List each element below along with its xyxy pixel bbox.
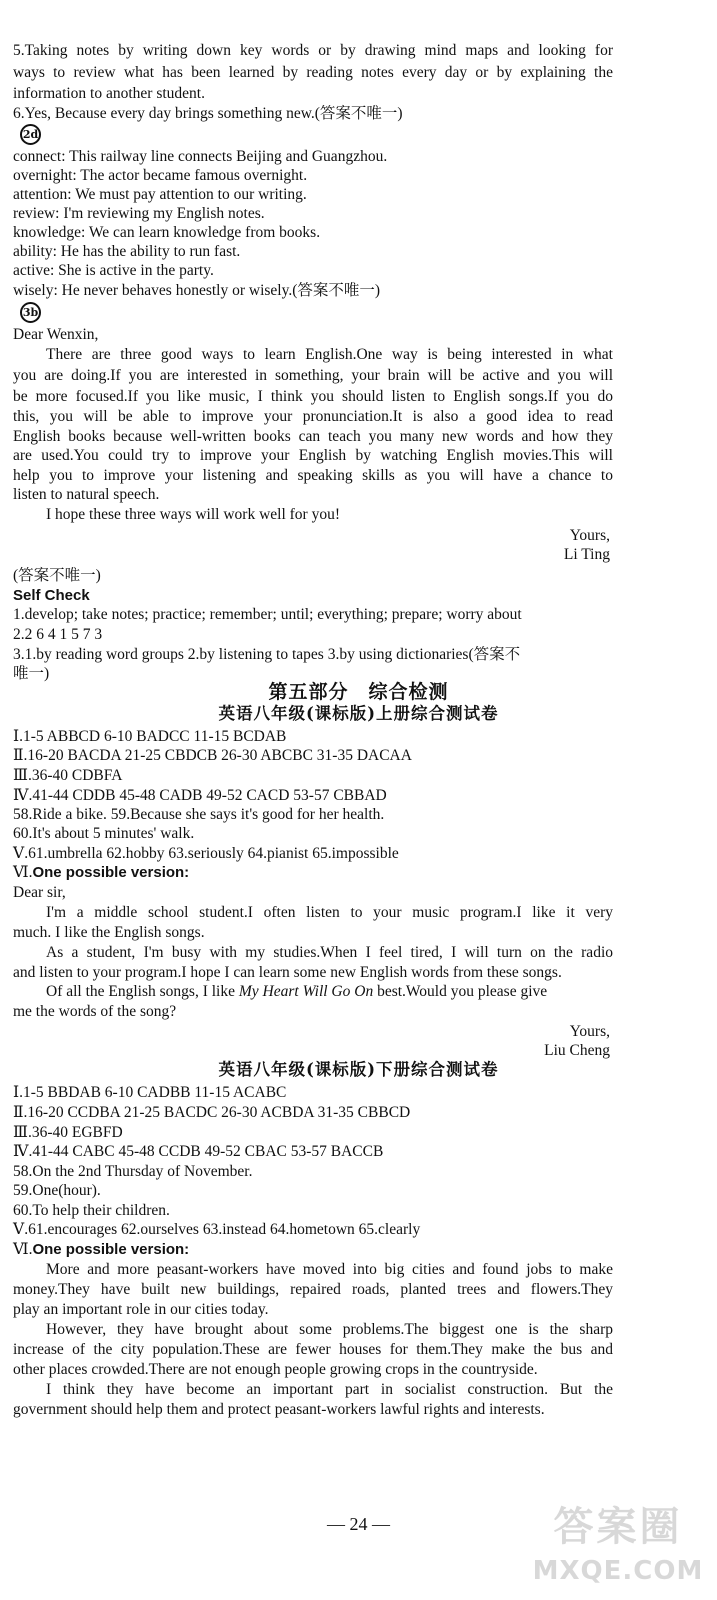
letter-line: listen to natural speech. — [13, 486, 160, 503]
answer-line: 5.Taking notes by writing down key words or by drawing mind maps and looking for — [13, 42, 613, 59]
vocab-line: active: She is active in the party. — [13, 262, 214, 279]
answer-line: Ⅳ.41-44 CABC 45-48 CCDB 49-52 CBAC 53-57 BACCB — [13, 1143, 384, 1160]
answer-line: 60.It's about 5 minutes' walk. — [13, 825, 195, 842]
writing-label — [13, 863, 613, 882]
self-check-line: 3.1.by reading word groups 2.by listening to tapes 3.by using dictionaries(答案不 — [13, 646, 521, 663]
test-title: 英语八年级(课标版)上册综合测试卷 — [218, 704, 499, 723]
self-check-line: 1.develop; take notes; practice; remember; until; everything; prepare; worry about — [13, 606, 522, 623]
letter-line: I'm a middle school student.I often listen to your music program.I like it very — [46, 904, 613, 921]
essay-line: However, they have brought about some problems.The biggest one is the sharp — [46, 1321, 613, 1338]
essay-line: money.They have built new buildings, repaired roads, planted trees and flowers.They — [13, 1281, 613, 1298]
answer-line: information to another student. — [13, 85, 205, 102]
letter-line: There are three good ways to learn English.One way is being interested in what — [46, 346, 613, 363]
writing-label — [13, 1240, 613, 1259]
letter-line: be more focused.If you like music, I think you should listen to English songs.If you do — [13, 388, 613, 405]
answer-note: (答案不唯一) — [13, 567, 101, 584]
page-number: — 24 — — [327, 1514, 390, 1534]
vocab-line: wisely: He never behaves honestly or wisely.(答案不唯一) — [13, 282, 381, 299]
text-run: best.Would you please give — [373, 983, 548, 1000]
watermark-logo — [528, 1500, 708, 1592]
answer-line: Ⅱ.16-20 CCDBA 21-25 BACDC 26-30 ACBDA 31-35 CBBCD — [13, 1104, 411, 1121]
self-check-heading: Self Check — [13, 587, 90, 604]
letter-line: this, you will be able to improve your pronunciation.It is also a good idea to read — [13, 408, 613, 425]
vocab-line: connect: This railway line connects Beijing and Guangzhou. — [13, 148, 388, 165]
letter-line: much. I like the English songs. — [13, 924, 205, 941]
letter-line: and listen to your program.I hope I can learn some new English words from these songs. — [13, 964, 562, 981]
text-run: Of all the English songs, I like — [46, 983, 239, 1000]
answer-line: ways to review what has been learned by reading notes every day or by explaining the — [13, 64, 613, 81]
essay-line: More and more peasant-workers have moved into big cities and found jobs to make — [46, 1261, 613, 1278]
self-check-line: 2.2 6 4 1 5 7 3 — [13, 626, 103, 643]
letter-line: you are doing.If you are interested in something, your brain will be active and you will — [13, 367, 613, 384]
answer-line: 6.Yes, Because every day brings something new.(答案不唯一) — [13, 105, 403, 122]
answer-line: Ⅱ.16-20 BACDA 21-25 CBDCB 26-30 ABCBC 31-35 DACAA — [13, 747, 412, 764]
answer-line: Ⅰ.1-5 ABBCD 6-10 BADCC 11-15 BCDAB — [13, 728, 287, 745]
letter-greeting: Dear Wenxin, — [13, 326, 99, 343]
answer-line: 60.To help their children. — [13, 1202, 170, 1219]
answer-line: Ⅲ.36-40 EGBFD — [13, 1124, 123, 1141]
song-title: My Heart Will Go On — [238, 983, 374, 1000]
answer-line: Ⅴ.61.umbrella 62.hobby 63.seriously 64.pianist 65.impossible — [13, 845, 399, 862]
answer-line: Ⅲ.36-40 CDBFA — [13, 767, 123, 784]
letter-sign-yours: Yours, — [569, 527, 610, 544]
letter-greeting: Dear sir, — [13, 884, 66, 901]
letter-line: me the words of the song? — [13, 1003, 177, 1020]
test-title: 英语八年级(课标版)下册综合测试卷 — [218, 1060, 499, 1079]
answer-line: Ⅰ.1-5 BBDAB 6-10 CADBB 11-15 ACABC — [13, 1084, 287, 1101]
letter-line: English books because well-written books can teach you many new words and how they — [13, 428, 613, 445]
essay-line: increase of the city population.These are fewer houses for them.They make the bus and — [13, 1341, 613, 1358]
answer-line: Ⅴ.61.encourages 62.ourselves 63.instead 64.hometown 65.clearly — [13, 1221, 421, 1238]
letter-sign-name: Liu Cheng — [544, 1042, 610, 1059]
roman-numeral: Ⅵ. — [13, 864, 33, 881]
vocab-line: knowledge: We can learn knowledge from books. — [13, 224, 321, 241]
essay-line: play an important role in our cities today. — [13, 1301, 269, 1318]
answer-line: Ⅳ.41-44 CDDB 45-48 CADB 49-52 CACD 53-57 CBBAD — [13, 787, 387, 804]
version-label: One possible version: — [32, 864, 190, 881]
essay-line: government should help them and protect peasant-workers lawful rights and interests. — [13, 1401, 545, 1418]
letter-line: are used.You could try to improve your English by watching English movies.This will — [13, 447, 613, 464]
vocab-line: attention: We must pay attention to our writing. — [13, 186, 307, 203]
essay-line: other places crowded.There are not enough people growing crops in the countryside. — [13, 1361, 538, 1378]
vocab-line: overnight: The actor became famous overnight. — [13, 167, 308, 184]
section-title: 第五部分 综合检测 — [268, 681, 449, 703]
letter-sign-yours: Yours, — [569, 1023, 610, 1040]
letter-closing: I hope these three ways will work well for you! — [46, 506, 340, 523]
vocab-line: review: I'm reviewing my English notes. — [13, 205, 265, 222]
answer-line: 58.Ride a bike. 59.Because she says it's good for her health. — [13, 806, 385, 823]
exercise-badge-3b: 3b — [20, 302, 41, 323]
roman-numeral: Ⅵ. — [13, 1241, 33, 1258]
letter-sign-name: Li Ting — [563, 546, 610, 563]
vocab-line: ability: He has the ability to run fast. — [13, 243, 241, 260]
watermark-bottom: MXQE.COM — [532, 1556, 704, 1586]
watermark-top: 答案圈 — [553, 1504, 683, 1550]
letter-line: help you to improve your listening and speaking skills as you will have a chance to — [13, 467, 613, 484]
answer-line: 59.One(hour). — [13, 1182, 101, 1199]
letter-line: As a student, I'm busy with my studies.When I feel tired, I will turn on the radio — [46, 944, 613, 961]
self-check-line: 唯一) — [13, 665, 50, 682]
answer-line: 58.On the 2nd Thursday of November. — [13, 1163, 253, 1180]
essay-line: I think they have become an important part in socialist construction. But the — [46, 1381, 613, 1398]
exercise-badge-2d: 2d — [20, 124, 41, 145]
letter-line — [46, 982, 646, 1001]
version-label: One possible version: — [32, 1241, 190, 1258]
